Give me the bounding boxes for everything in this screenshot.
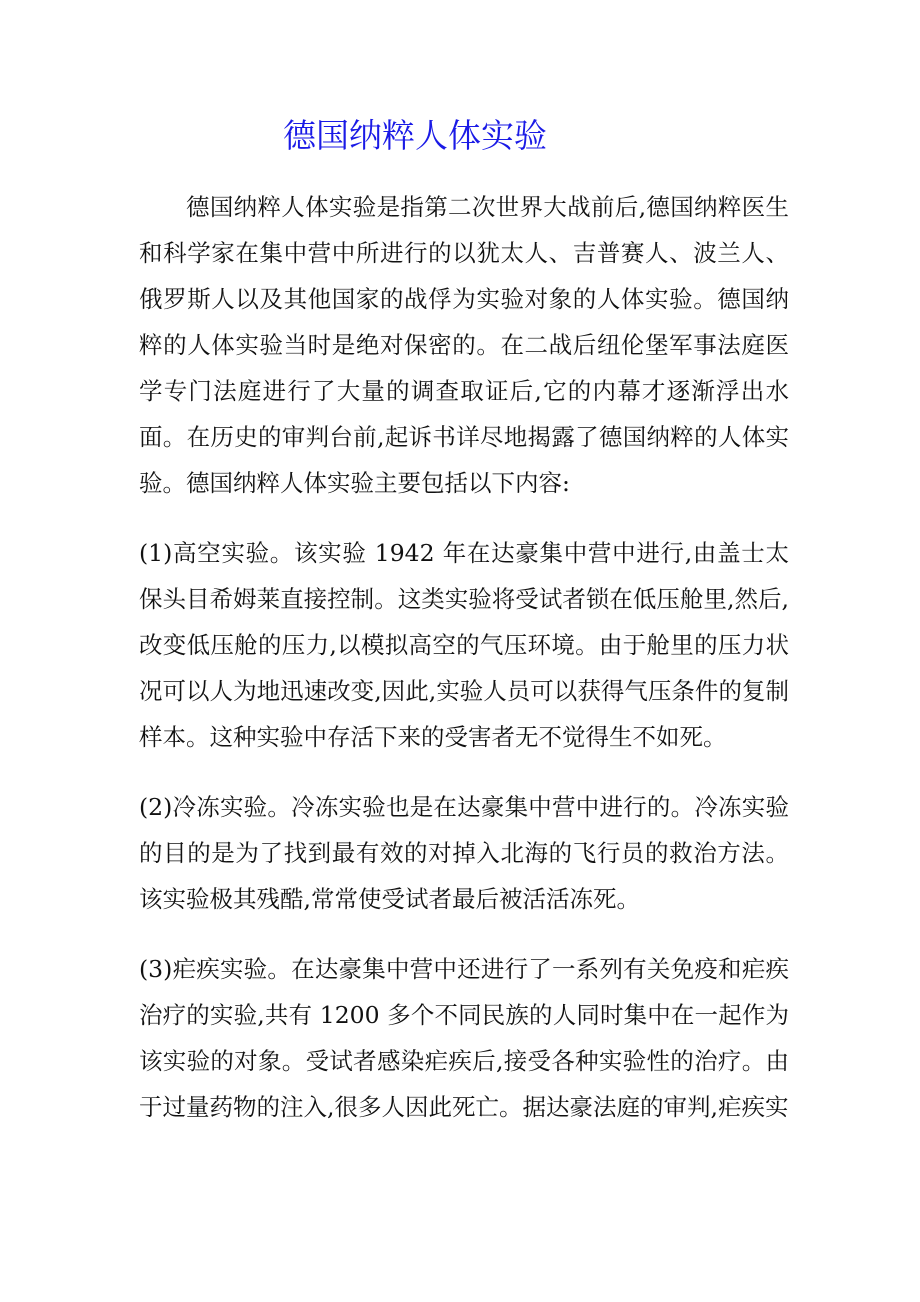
paragraph-freezing: (2)冷冻实验。冷冻实验也是在达豪集中营中进行的。冷冻实验的目的是为了找到最有效的对掉入北海的飞行员的救治方法。该实验极其残酷,常常使受试者最后被活活冻死。 — [139, 793, 789, 913]
paragraph-high-altitude: (1)高空实验。该实验 1942 年在达豪集中营中进行,由盖士太保头目希姆莱直接控制。这类实验将受试者锁在低压舱里,然后,改变低压舱的压力,以模拟高空的气压环境。由于舱里的压力状况可以人为地迅速改变,因此,实验人员可以获得气压条件的复制样本。这种实验中存活下来的受害者无不觉得生不如死。 — [139, 539, 789, 751]
document-body — [139, 184, 789, 1130]
paragraph-malaria: (3)疟疾实验。在达豪集中营中还进行了一系列有关免疫和疟疾治疗的实验,共有 1200 多个不同民族的人同时集中在一起作为该实验的对象。受试者感染疟疾后,接受各种实验性的治疗。由于过量药物的注入,很多人因此死亡。据达豪法庭的审判,疟疾实 — [139, 955, 789, 1121]
paragraph-intro: 德国纳粹人体实验是指第二次世界大战前后,德国纳粹医生和科学家在集中营中所进行的以犹太人、吉普赛人、波兰人、俄罗斯人以及其他国家的战俘为实验对象的人体实验。德国纳粹的人体实验当时是绝对保密的。在二战后纽伦堡军事法庭医学专门法庭进行了大量的调查取证后,它的内幕才逐渐浮出水面。在历史的审判台前,起诉书详尽地揭露了德国纳粹的人体实验。德国纳粹人体实验主要包括以下内容: — [139, 193, 789, 497]
document-title: 德国纳粹人体实验 — [283, 116, 547, 155]
